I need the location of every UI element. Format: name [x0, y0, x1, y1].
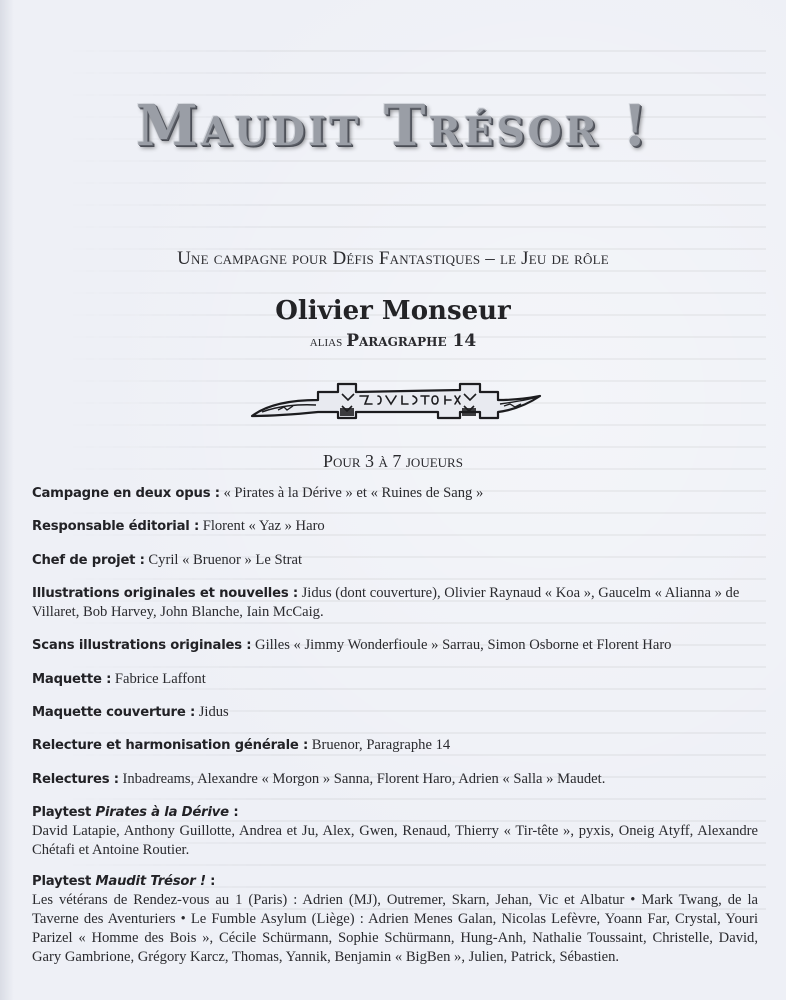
credit-label: Chef de projet :	[32, 553, 145, 568]
credit-proofreading	[32, 770, 758, 789]
credit-playtest-maudit-tresor	[32, 872, 758, 967]
alias-prefix: alias	[309, 334, 343, 350]
credit-label: Maquette :	[32, 672, 112, 687]
credit-editorial	[32, 517, 758, 536]
credit-value: « Pirates à la Dérive » et « Ruines de Sang »	[223, 485, 484, 501]
credit-campaign	[32, 484, 758, 503]
label-prefix: Playtest	[32, 874, 92, 889]
credit-scans	[32, 636, 758, 655]
credit-value: Bruenor, Paragraphe 14	[311, 737, 451, 753]
label-prefix: Playtest	[32, 805, 92, 820]
alias-name: Paragraphe 14	[346, 331, 477, 351]
credit-value: Inbadreams, Alexandre « Morgon » Sanna, Florent Haro, Adrien « Salla » Maudet.	[122, 771, 606, 787]
credit-value: David Latapie, Anthony Guillotte, Andrea et Ju, Alex, Gwen, Renaud, Thierry « Tir-tête », pyxis, Oneig Atyff, Alexandre Chétafi et Antoine Routier.	[32, 823, 758, 858]
credit-label: Relecture et harmonisation générale :	[32, 738, 309, 753]
credit-project-lead	[32, 551, 758, 570]
credit-layout	[32, 670, 758, 689]
credit-value: Florent « Yaz » Haro	[202, 518, 325, 534]
credit-label	[32, 874, 215, 889]
credit-value: Cyril « Bruenor » Le Strat	[148, 552, 303, 568]
credit-playtest-pirates	[32, 803, 758, 860]
credit-label: Illustrations originales et nouvelles :	[32, 586, 298, 601]
credit-label: Campagne en deux opus :	[32, 486, 220, 501]
label-suffix: :	[205, 874, 216, 889]
credit-label: Relectures :	[32, 772, 119, 787]
player-count: Pour 3 à 7 joueurs	[323, 451, 463, 471]
credit-illustrations	[32, 584, 758, 622]
book-title: Maudit Trésor !	[135, 93, 651, 159]
credit-label	[32, 805, 238, 820]
credit-value: Jidus (dont couverture), Olivier Raynaud « Koa », Gaucelm « Alianna » de Villaret, Bob Harvey, John Blanche, Iain McCaig.	[32, 585, 740, 620]
book-subtitle: Une campagne pour Défis Fantastiques – le Jeu de rôle	[177, 248, 609, 269]
decorative-sword-banner-icon	[248, 378, 542, 426]
credit-label: Responsable éditorial :	[32, 519, 200, 534]
credit-cover-layout	[32, 703, 758, 722]
label-italic-title: Maudit Trésor !	[95, 874, 206, 889]
credit-label: Scans illustrations originales :	[32, 638, 252, 653]
credit-label: Maquette couverture :	[32, 705, 196, 720]
author-alias	[0, 331, 786, 351]
credit-value: Fabrice Laffont	[114, 671, 206, 687]
credit-general-review	[32, 736, 758, 755]
credit-value: Les vétérans de Rendez-vous au 1 (Paris) : Adrien (MJ), Outremer, Skarn, Jehan, Vic et Albatur • Mark Twang, de la Taverne des Aventuriers • Le Fumble Asylum (Liège) : Adrien Menes Galan, Nicolas Lefèvre, Yoann Far, Crystal, Youri Parizel « Homme des Bois », Cécile Schürmann, Sophie Schürmann, Hung-Anh, Nathalie Toussaint, Christelle, David, Gary Gambrione, Grégory Karcz, Thomas, Yannik, Benjamin « BigBen », Julien, Patrick, Sébastien.	[32, 892, 758, 965]
author-name: Olivier Monseur	[275, 296, 511, 326]
credit-value: Gilles « Jimmy Wonderfioule » Sarrau, Simon Osborne et Florent Haro	[255, 637, 672, 653]
credit-value: Jidus	[198, 704, 229, 720]
label-suffix: :	[228, 805, 239, 820]
label-italic-title: Pirates à la Dérive	[95, 805, 229, 820]
